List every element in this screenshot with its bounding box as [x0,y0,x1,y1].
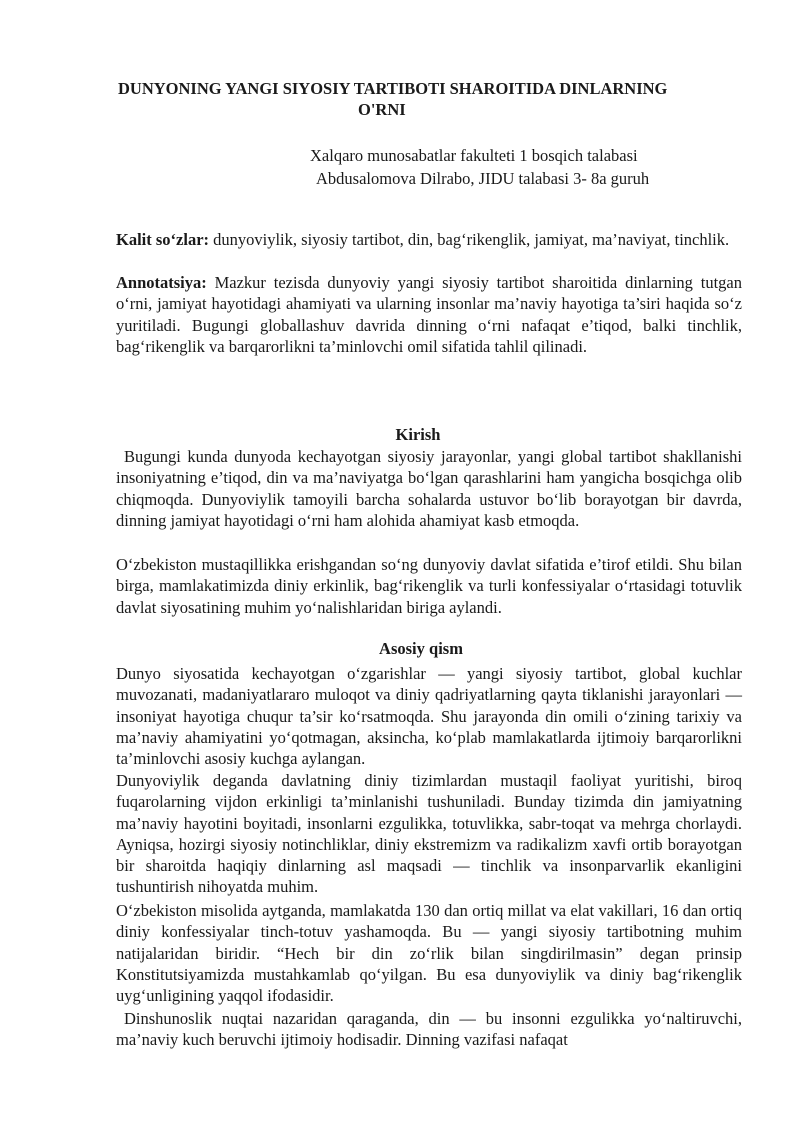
author-faculty: Xalqaro munosabatlar fakulteti 1 bosqich talabasi [310,146,638,165]
main-paragraph-2: Dunyoviylik deganda davlatning diniy tizimlardan mustaqil faoliyat yuritishi, biroq fuqarolarning vijdon erkinligi ta’minlanishi tushuniladi. Bunday tizimda din jamiyatning ma’naviy hayotini boyitadi, insonlarni ezgulikka, totuvlikka, sabr-toqat va mehrga chorlaydi. Ayniqsa, hozirgi siyosiy notinchliklar, diniy ekstremizm va radikalizm xavfi ortib borayotgan bir sharoitda haqiqiy dinlarning asl maqsadi — tinchlik va insonparvarlik ekanligini tushuntirish nihoyatda muhim. [116,771,742,897]
intro-heading-text: Kirish [395,425,441,444]
intro-heading [116,424,742,445]
author-info [310,144,750,190]
main-paragraph-1: Dunyo siyosatida kechayotgan o‘zgarishlar — yangi siyosiy tartibot, global kuchlar muvozanati, madaniyatlararo muloqot va diniy qadriyatlarning qayta tiklanishi jarayonlari — insoniyat hayotiga chuqur ta’sir ko‘rsatmoqda. Shu jarayonda din omili o‘zining tarixiy va ma’naviy ahamiyatini yo‘qotmagan, aksincha, ko‘plab mamlakatlarda ijtimoiy barqarorlikni ta’minlovchi asosiy kuchga aylangan. [116,664,742,769]
title-line-2: O'RNI [358,100,406,119]
keywords-paragraph [116,229,742,250]
main-paragraph-4: Dinshunoslik nuqtai nazaridan qaraganda, din — bu insonni ezgulikka yo‘naltiruvchi, ma’naviy kuch beruvchi ijtimoiy hodisadir. Dinning vazifasi nafaqat [116,1009,742,1050]
main-heading-text: Asosiy qism [379,639,463,658]
annotation-paragraph [116,272,742,357]
intro-paragraph-2: O‘zbekiston mustaqillikka erishgandan so‘ng dunyoviy davlat sifatida e’tirof etildi. Shu bilan birga, mamlakatimizda diniy erkinlik, bag‘rikenglik va turli konfessiyalar o‘rtasidagi totuvlik davlat siyosatining muhim yo‘nalishlaridan biriga aylandi. [116,555,742,617]
main-heading [116,638,742,659]
keywords-text: dunyoviylik, siyosiy tartibot, din, bag‘rikenglik, jamiyat, ma’naviyat, tinchlik. [209,230,730,249]
author-name: Abdusalomova Dilrabo, JIDU talabasi 3- 8a guruh [316,169,650,188]
annotation-text: Mazkur tezisda dunyoviy yangi siyosiy tartibot sharoitida dinlarning tutgan o‘rni, jamiyat hayotidagi ahamiyati va ularning insonlar ma’naviy hayotiga ta’siri haqida so‘z yuritiladi. Bugungi globallashuv davrida dinning o‘rni nafaqat e’tiqod, balki tinchlik, bag‘rikenglik va barqarorlikni ta’minlovchi omil sifatida tahlil qilinadi. [116,273,742,356]
intro-paragraph-1: Bugungi kunda dunyoda kechayotgan siyosiy jarayonlar, yangi global tartibot shakllanishi insoniyatning e’tiqod, din va ma’naviyatga bo‘lgan qarashlarini ham yangicha bosqichga olib chiqmoqda. Dunyoviylik tamoyili barcha sohalarda ustuvor bo‘lib borayotgan bir davrda, dinning jamiyat hayotidagi o‘rni ham alohida ahamiyat kasb etmoqda. [116,447,742,530]
main-paragraph-3: O‘zbekiston misolida aytganda, mamlakatda 130 dan ortiq millat va elat vakillari, 16 dan ortiq diniy konfessiyalar tinch-totuv yashamoqda. Bu — yangi siyosiy tartibotning muhim natijalaridan biridir. “Hech bir din zo‘rlik bilan singdirilmasin” degan prinsip Konstitutsiyamizda mustahkamlab qo‘yilgan. Bu esa dunyoviylik va diniy bag‘rikenglik uyg‘unligining yaqqol ifodasidir. [116,901,742,1006]
annotation-label: Annotatsiya: [116,273,207,292]
title-line-1: DUNYONING YANGI SIYOSIY TARTIBOTI SHAROITIDA DINLARNING [118,79,668,98]
document-title [118,78,748,120]
keywords-label: Kalit so‘zlar: [116,230,210,249]
